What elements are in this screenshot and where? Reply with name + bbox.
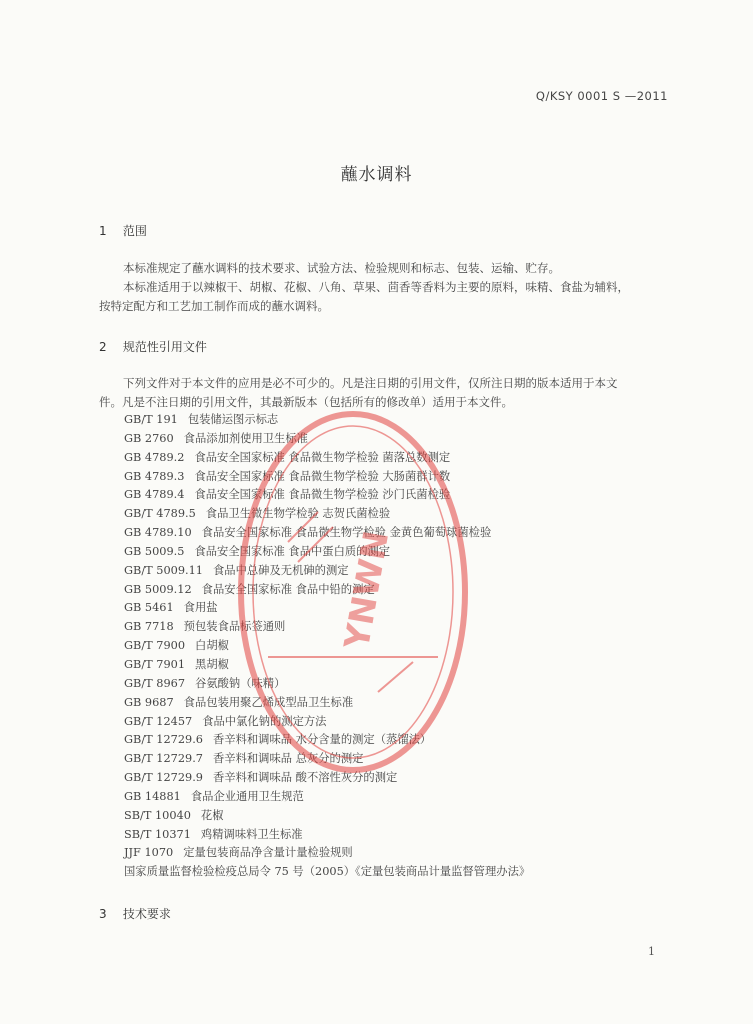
normative-line-2: 件。凡是不注日期的引用文件，其最新版本（包括所有的修改单）适用于本文件。: [99, 395, 513, 409]
reference-item: [124, 543, 530, 562]
reference-title: 食品添加剂使用卫生标准: [183, 431, 308, 445]
reference-title: 食品卫生微生物学检验 志贺氏菌检验: [205, 507, 391, 521]
reference-code: GB/T 191: [124, 413, 178, 426]
reference-title: 香辛料和调味品 总灰分的测定: [212, 752, 364, 766]
reference-title: 食品安全国家标准 食品微生物学检验 金黄色葡萄球菌检验: [201, 526, 492, 540]
reference-item: [124, 449, 530, 468]
standard-code: Q/KSY 0001 S —2011: [535, 89, 668, 103]
reference-title: 食品安全国家标准 食品微生物学检验 沙门氏菌检验: [194, 488, 451, 502]
reference-title: 食品中氯化钠的测定方法: [202, 714, 327, 728]
reference-item: [124, 637, 530, 656]
reference-code: GB 7718: [124, 620, 174, 634]
reference-code: GB/T 12729.7: [124, 752, 203, 766]
reference-title: 包装储运图示标志: [187, 413, 279, 426]
reference-code: JJF 1070: [124, 846, 174, 860]
reference-title: 香辛料和调味品 水分含量的测定（蒸馏法）: [212, 733, 432, 747]
reference-item: [124, 468, 530, 487]
reference-code: GB/T 12457: [124, 714, 193, 728]
scope-paragraph: [99, 259, 669, 316]
reference-code: SB/T 10040: [124, 808, 191, 822]
reference-code: GB 9687: [124, 695, 174, 709]
reference-code: GB 5461: [124, 601, 174, 615]
reference-item: [124, 731, 530, 750]
section-title: 技术要求: [122, 907, 171, 921]
reference-code: SB/T 10371: [124, 827, 191, 841]
reference-title: 花椒: [200, 808, 224, 822]
reference-code: GB 4789.4: [124, 488, 185, 502]
reference-item: [124, 750, 530, 769]
reference-title: 食品企业通用卫生规范: [190, 789, 304, 803]
reference-item: [124, 411, 530, 430]
reference-code: GB 2760: [124, 431, 174, 445]
reference-code: GB/T 4789.5: [124, 507, 196, 521]
reference-code: GB 14881: [124, 789, 181, 803]
reference-title: 食品中总砷及无机砷的测定: [212, 563, 349, 577]
reference-title: 食品包装用聚乙烯成型品卫生标准: [183, 695, 354, 709]
reference-item: [124, 769, 530, 788]
reference-item: [124, 562, 530, 581]
document-title: 蘸水调料: [340, 165, 413, 185]
section-2-heading: [99, 338, 207, 355]
reference-item: [124, 694, 530, 713]
reference-item: [124, 826, 530, 845]
reference-code: GB 4789.3: [124, 469, 185, 483]
page-number: 1: [648, 945, 655, 958]
reference-item: [124, 788, 530, 807]
section-number: 2: [99, 340, 107, 354]
reference-item: [124, 618, 530, 637]
reference-item: [124, 863, 530, 882]
reference-code: GB/T 5009.11: [124, 563, 203, 577]
scope-line-1: 本标准规定了蘸水调料的技术要求、试验方法、检验规则和标志、包装、运输、贮存。: [123, 261, 560, 275]
reference-item: [124, 599, 530, 618]
reference-title: 预包装食品标签通则: [183, 620, 286, 634]
reference-item: [124, 430, 530, 449]
section-number: 1: [99, 224, 107, 238]
reference-list: [124, 411, 530, 882]
reference-item: [124, 505, 530, 524]
section-number: 3: [99, 907, 107, 921]
scope-line-2: 本标准适用于以辣椒干、胡椒、花椒、八角、草果、茴香等香料为主要的原料，味精、食盐为辅料，: [123, 280, 629, 294]
reference-title: 食品安全国家标准 食品中蛋白质的测定: [194, 544, 391, 558]
reference-item: [124, 524, 530, 543]
section-3-heading: [99, 905, 171, 922]
section-1-heading: [99, 222, 147, 239]
reference-item: [124, 656, 530, 675]
reference-item: [124, 675, 530, 694]
reference-code: GB/T 7900: [124, 639, 186, 653]
reference-title: 白胡椒: [195, 639, 229, 653]
normative-line-1: 下列文件对于本文件的应用是必不可少的。凡是注日期的引用文件，仅所注日期的版本适用于本文: [123, 376, 618, 390]
reference-code: GB 4789.10: [124, 526, 192, 540]
section-title: 范围: [122, 224, 147, 238]
seal-lettering: YNWN: [337, 527, 398, 653]
reference-code: GB/T 12729.6: [124, 733, 203, 747]
scope-line-3: 按特定配方和工艺加工制作而成的蘸水调料。: [99, 299, 329, 313]
reference-title: 食用盐: [183, 601, 218, 615]
reference-item: [124, 713, 530, 732]
reference-item: [124, 581, 530, 600]
reference-title: 食品安全国家标准 食品微生物学检验 菌落总数测定: [194, 450, 451, 464]
reference-title: 谷氨酸钠（味精）: [195, 676, 286, 690]
section-title: 规范性引用文件: [122, 340, 207, 354]
reference-title: 食品安全国家标准 食品中铅的测定: [201, 582, 375, 596]
reference-item: [124, 844, 530, 863]
reference-title: 定量包装商品净含量计量检验规则: [183, 846, 353, 860]
reference-title: 鸡精调味料卫生标准: [200, 827, 303, 841]
reference-title: 食品安全国家标准 食品微生物学检验 大肠菌群计数: [194, 469, 451, 483]
reference-code: GB/T 12729.9: [124, 771, 203, 785]
normative-paragraph: [99, 374, 669, 412]
reference-code: GB 5009.5: [124, 544, 185, 558]
reference-title: 黑胡椒: [195, 657, 229, 671]
reference-code: GB 4789.2: [124, 450, 185, 464]
reference-code: GB 5009.12: [124, 582, 192, 596]
reference-title: 国家质量监督检验检疫总局令 75 号（2005）《定量包装商品计量监督管理办法》: [124, 865, 531, 879]
reference-code: GB/T 8967: [124, 676, 186, 690]
reference-code: GB/T 7901: [124, 657, 186, 671]
reference-title: 香辛料和调味品 酸不溶性灰分的测定: [212, 771, 398, 785]
reference-item: [124, 807, 530, 826]
reference-item: [124, 486, 530, 505]
